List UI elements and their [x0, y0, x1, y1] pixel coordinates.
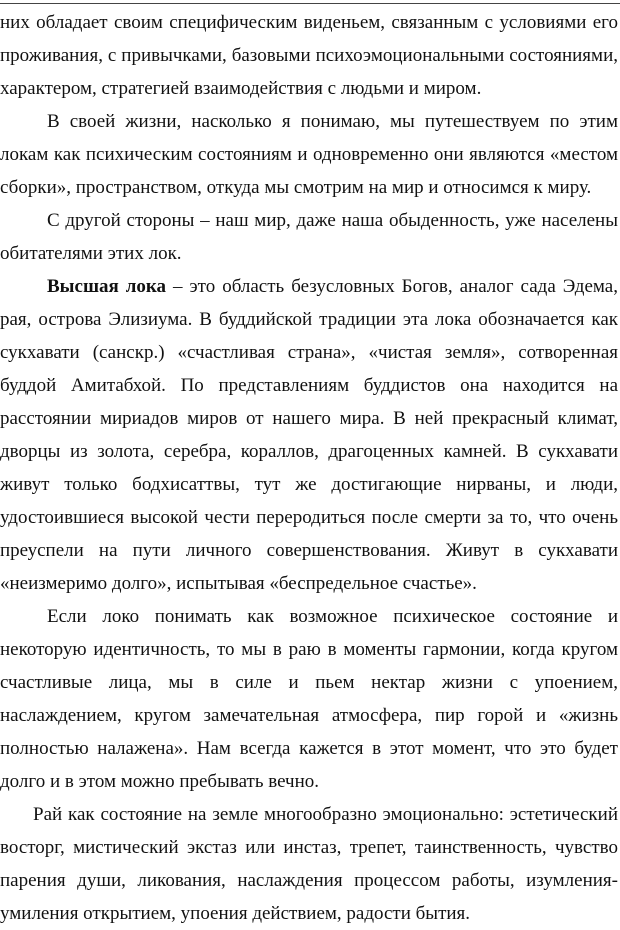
paragraph-highest-loka-body: – это область безусловных Богов, аналог сада Эдема, рая, острова Элизиума. В буддийской традиции эта лока обозначается как сукхавати (санскр.) «счастливая страна», «чистая земля», сотворенная буддой Амитабхой. По представлениям буддистов она находится на расстоянии мириадов миров от нашего мира. В ней прекрасный климат, дворцы из золота, серебра, кораллов, драгоценных камней. В сукхавати живут только бодхисаттвы, тут же достигающие нирваны, и люди, удостоившиеся высокой чести переродиться после смерти за то, что очень преуспели на пути личного совершенствования. Живут в сукхавати «неизмеримо долго», испытывая «беспредельное счастье».: [0, 276, 618, 594]
paragraph-travel-through-lokas: В своей жизни, насколько я понимаю, мы путешествуем по этим локам как психическим состояниям и одновременно они являются «местом сборки», пространством, откуда мы смотрим на мир и относимся к миру.: [0, 111, 618, 198]
top-rule: [0, 3, 620, 4]
paragraph-highest-loka: [0, 270, 618, 600]
paragraph-intro-continuation: них обладает своим специфическим виденьем, связанным с условиями его проживания, с привычками, базовыми психоэмоциональными состояниями, характером, стратегией взаимодействия с людьми и миром.: [0, 12, 618, 99]
term-highest-loka: Высшая лока: [47, 276, 167, 297]
document-page: [0, 6, 618, 930]
paragraph-loka-as-state: Если локо понимать как возможное психическое состояние и некоторую идентичность, то мы в раю в моменты гармонии, когда кругом счастливые лица, мы в силе и пьем нектар жизни с упоением, наслаждением, кругом замечательная атмосфера, пир горой и «жизнь полностью налажена». Нам всегда кажется в этот момент, что это будет долго и в этом можно пребывать вечно.: [0, 606, 618, 792]
paragraph-other-side: С другой стороны – наш мир, даже наша обыденность, уже населены обитателями этих лок.: [0, 210, 618, 264]
paragraph-paradise-emotions: Рай как состояние на земле многообразно эмоционально: эстетический восторг, мистический экстаз или инстаз, трепет, таинственность, чувство парения души, ликования, наслаждения процессом работы, изумления-умиления открытием, упоения действием, радости бытия.: [0, 804, 618, 924]
